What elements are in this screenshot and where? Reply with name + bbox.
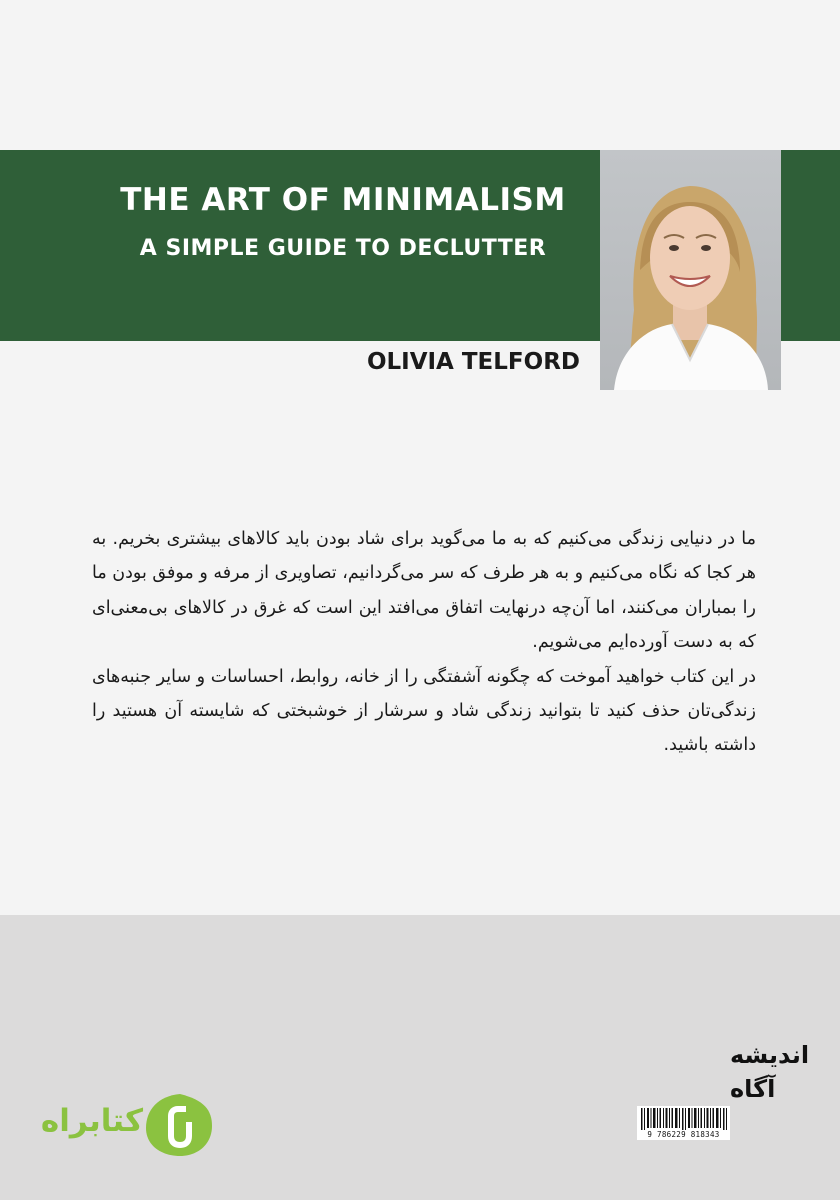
book-title: THE ART OF MINIMALISM — [120, 182, 566, 218]
barcode-icon — [637, 1106, 730, 1130]
barcode — [637, 1106, 730, 1140]
author-portrait-icon — [600, 150, 781, 390]
isbn-number: 9 786229 818343 — [647, 1130, 720, 1139]
blurb-paragraph-2: در این کتاب خواهید آموخت که چگونه آشفتگی را از خانه، روابط، احساسات و سایر جنبه‌های زندگی‌تان حذف کنید تا بتوانید زندگی شاد و سرشار از خوشبختی که شایسته آن هستید را داشته باشید. — [92, 666, 756, 756]
book-subtitle: A SIMPLE GUIDE TO DECLUTTER — [139, 236, 547, 261]
publisher-name-line1: اندیشه — [730, 1041, 810, 1069]
ketabrah-wordmark: کتابراه — [40, 1103, 144, 1139]
author-photo — [600, 150, 781, 390]
author-name: OLIVIA TELFORD — [366, 349, 580, 375]
publisher-name-line2: آگاه — [730, 1075, 776, 1103]
publisher-logo-icon — [636, 1035, 810, 1103]
blurb — [92, 522, 756, 763]
blurb-paragraph-1: ما در دنیایی زندگی می‌کنیم که به ما می‌گوید برای شاد بودن باید کالاهای بیشتری بخریم. به هر کجا که نگاه می‌کنیم و به هر طرف که سر می‌گردانیم، تصاویری از مرفه و موفق بودن ما را بمباران می‌کنند، اما آن‌چه درنهایت اتفاق می‌افتد این است که غرق در کالاهای بی‌معنی‌ای که به دست آورده‌ایم می‌شویم. — [92, 529, 756, 653]
